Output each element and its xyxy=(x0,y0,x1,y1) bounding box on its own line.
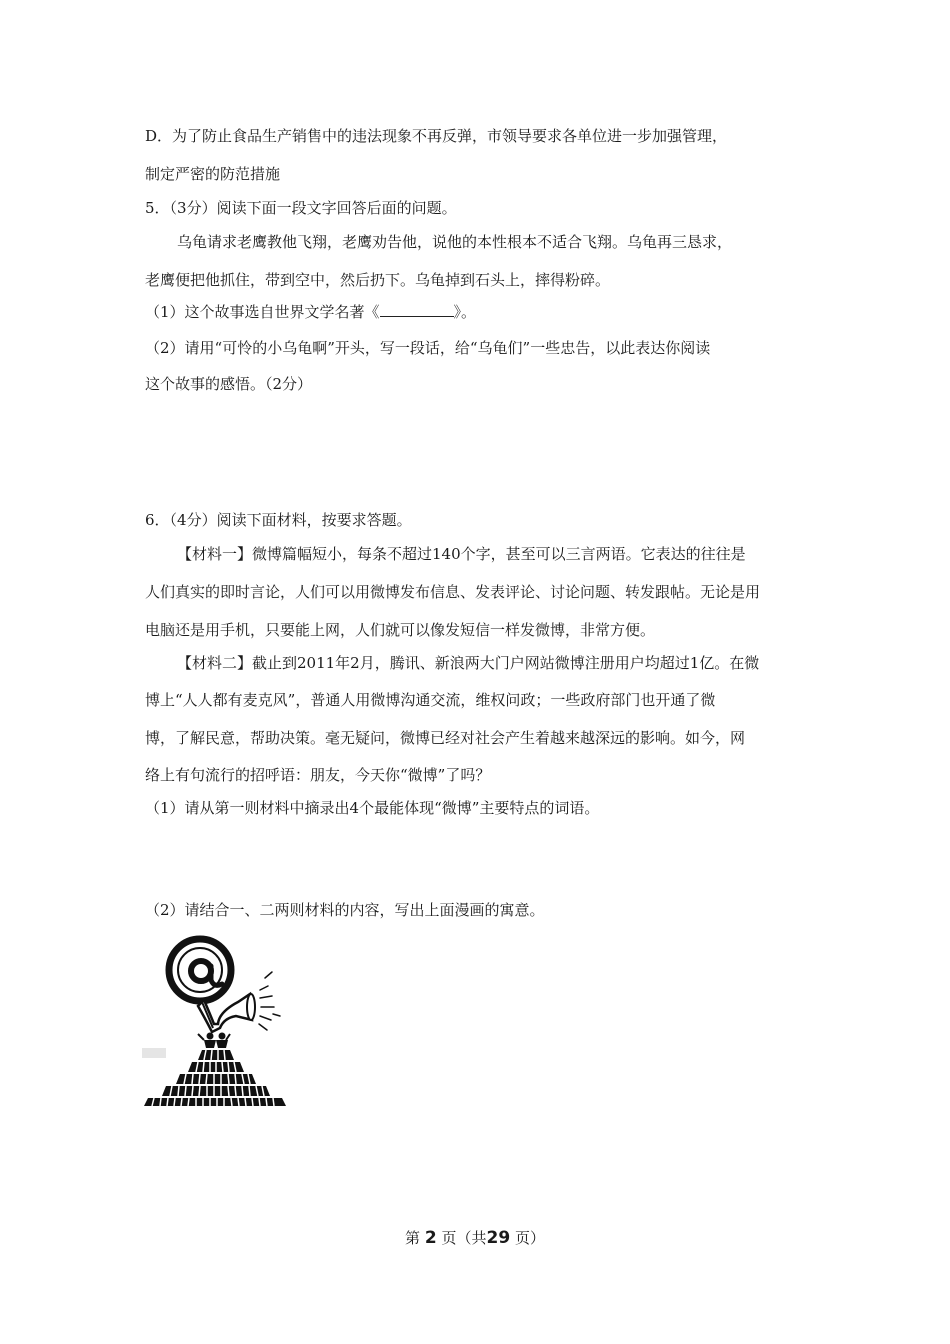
page-footer xyxy=(0,1228,950,1248)
q6-material2-line3: 博，了解民意，帮助决策。毫无疑问，微博已经对社会产生着越来越深远的影响。如今，网 xyxy=(145,729,746,747)
footer-suffix: 页） xyxy=(514,1229,545,1247)
q5-sub2-line1: （2）请用“可怜的小乌龟啊”开头，写一段话，给“乌龟们”一些忠告，以此表达你阅读 xyxy=(145,339,711,357)
q5-passage-line2: 老鹰便把他抓住，带到空中，然后扔下。乌龟掉到石头上，摔得粉碎。 xyxy=(145,271,611,289)
q6-material2-line4: 络上有句流行的招呼语：朋友，今天你“微博”了吗？ xyxy=(145,766,491,784)
q6-material1-line2: 人们真实的即时言论，人们可以用微博发布信息、发表评论、讨论问题、转发跟帖。无论是用 xyxy=(145,583,761,601)
q6-heading: 6．（4分）阅读下面材料，按要求答题。 xyxy=(145,511,412,529)
q4-option-d-line2: 制定严密的防范措施 xyxy=(145,165,281,183)
answer-blank[interactable] xyxy=(380,302,454,317)
q6-sub1: （1）请从第一则材料中摘录出4个最能体现“微博”主要特点的词语。 xyxy=(145,799,600,817)
footer-middle: 页（共 xyxy=(441,1229,487,1247)
q5-sub1 xyxy=(145,302,476,322)
q6-sub2: （2）请结合一、二两则材料的内容，写出上面漫画的寓意。 xyxy=(145,901,545,919)
footer-total-pages: 29 xyxy=(486,1228,511,1248)
q6-material2-line1: 【材料二】截止到2011年2月，腾讯、新浪两大门户网站微博注册用户均超过1亿。在微 xyxy=(177,654,760,672)
q6-material1-line1: 【材料一】微博篇幅短小，每条不超过140个字，甚至可以三言两语。它表达的往往是 xyxy=(177,545,746,563)
q5-sub2-line2: 这个故事的感悟。（2分） xyxy=(145,375,313,393)
q5-passage-line1: 乌龟请求老鹰教他飞翔，老鹰劝告他，说他的本性根本不适合飞翔。乌龟再三恳求， xyxy=(177,233,733,251)
footer-page-number: 2 xyxy=(424,1228,437,1248)
footer-prefix: 第 xyxy=(405,1229,421,1247)
weibo-cartoon-image xyxy=(140,928,290,1106)
q6-material1-line3: 电脑还是用手机，只要能上网，人们就可以像发短信一样发微博，非常方便。 xyxy=(145,621,656,639)
q6-material2-line2: 博上“人人都有麦克风”，普通人用微博沟通交流，维权问政；一些政府部门也开通了微 xyxy=(145,691,716,709)
q5-sub1-before: （1）这个故事选自世界文学名著《 xyxy=(145,303,380,321)
q5-sub1-after: 》。 xyxy=(453,303,477,321)
q5-heading: 5．（3分）阅读下面一段文字回答后面的问题。 xyxy=(145,199,457,217)
q4-option-d-line1: D．为了防止食品生产销售中的违法现象不再反弹，市领导要求各单位进一步加强管理， xyxy=(145,127,728,145)
